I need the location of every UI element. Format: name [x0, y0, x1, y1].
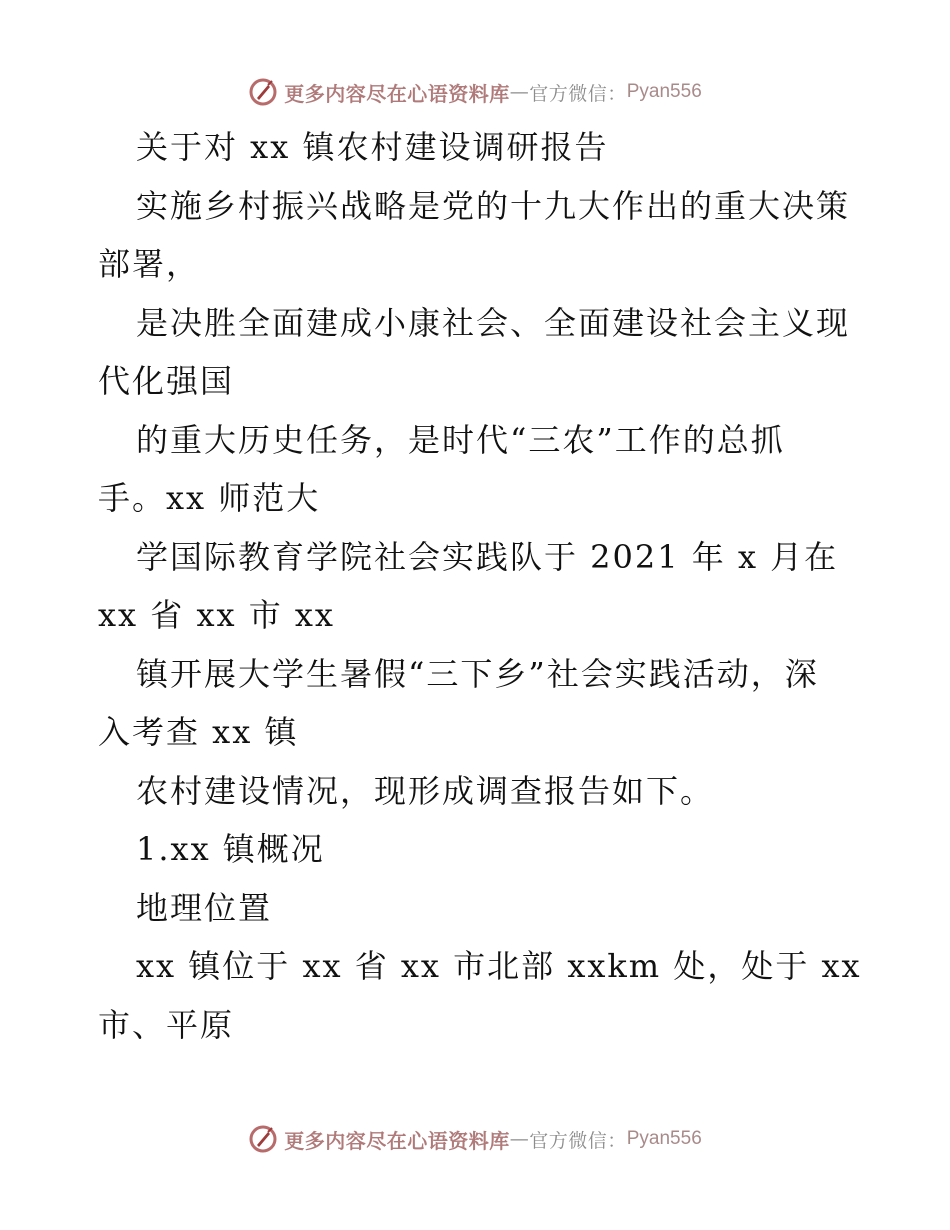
footer-watermark: [0, 1119, 950, 1159]
text-line: 代化强国: [98, 362, 235, 400]
text-line: 农村建设情况，现形成调查报告如下。: [136, 771, 715, 810]
watermark-label: 官方微信：: [529, 1129, 627, 1152]
watermark-dash: —: [509, 81, 530, 103]
text-line: 关于对 xx 镇农村建设调研报告: [136, 128, 609, 166]
text-line: 学国际教育学院社会实践队于 2021 年 x 月在: [136, 537, 839, 576]
text-line: 市、平原: [98, 1005, 235, 1044]
text-line: xx 镇位于 xx 省 xx 市北部 xxkm 处，处于 xx: [136, 947, 862, 985]
text-line: 地理位置: [136, 888, 273, 927]
header-watermark: [0, 72, 950, 112]
quill-logo-icon: [248, 1124, 278, 1154]
text-line: 是决胜全面建成小康社会、全面建设社会主义现: [136, 303, 851, 342]
text-line: xx 省 xx 市 xx: [98, 596, 335, 634]
text-line: 的重大历史任务，是时代“三农”工作的总抓: [136, 420, 785, 459]
text-line: 实施乡村振兴战略是党的十九大作出的重大决策: [136, 186, 851, 225]
text-line: 镇开展大学生暑假“三下乡”社会实践活动，深: [136, 654, 819, 693]
text-line: 1.xx 镇概况: [136, 830, 325, 868]
watermark-label: 官方微信：: [529, 82, 627, 105]
watermark-id: Pyan556: [626, 81, 702, 102]
watermark-brand: 更多内容尽在心语资料库: [284, 81, 510, 106]
text-line: 手。xx 师范大: [98, 479, 321, 517]
watermark-id: Pyan556: [626, 1128, 702, 1149]
watermark-brand: 更多内容尽在心语资料库: [284, 1128, 510, 1153]
text-line: 部署，: [98, 245, 201, 283]
text-line: 入考查 xx 镇: [98, 713, 299, 751]
document-body: [98, 118, 862, 1054]
quill-logo-icon: [248, 77, 278, 107]
watermark-dash: —: [509, 1128, 530, 1150]
